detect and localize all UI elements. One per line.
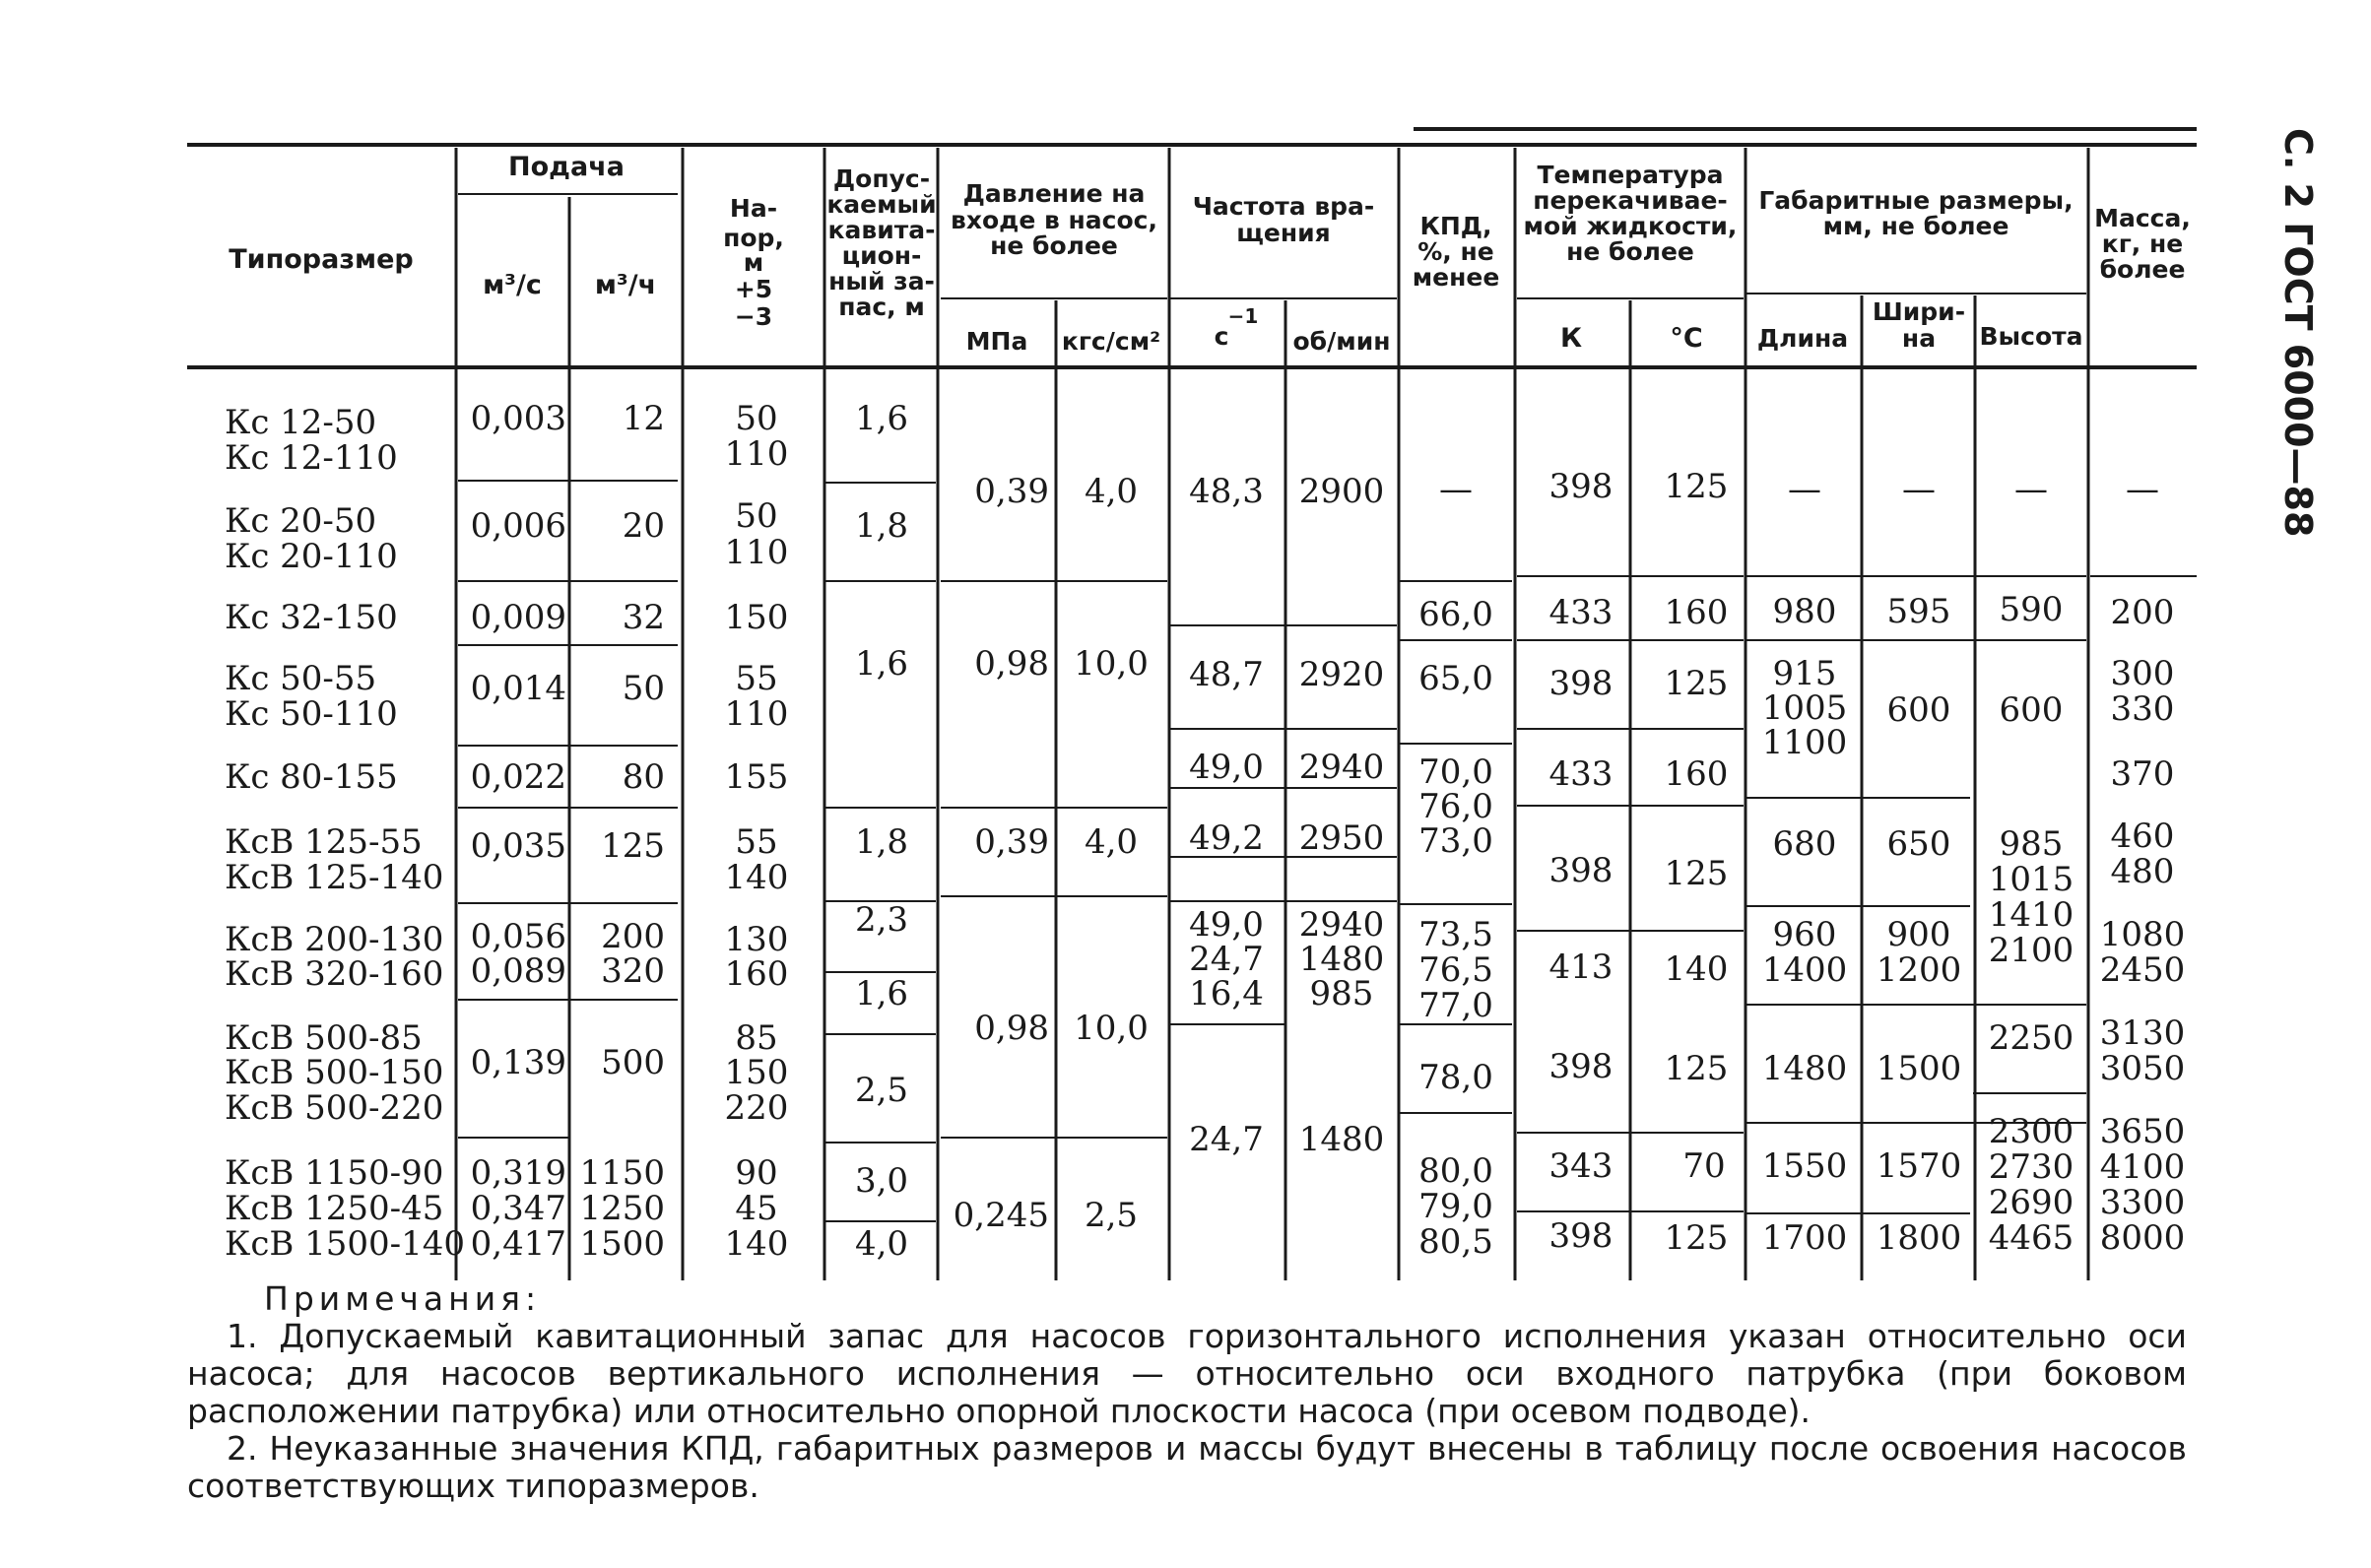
notes-section (187, 1280, 2187, 1505)
table-cell: 220 (724, 1088, 789, 1128)
table-cell: 80,5 (1418, 1222, 1493, 1262)
svg-text:мм, не более: мм, не более (1822, 212, 2009, 240)
table-cell: 3130 (2099, 1013, 2186, 1053)
table-cell: 2920 (1298, 655, 1385, 694)
table-cell: 2950 (1298, 818, 1385, 858)
table-cell: 1005 (1761, 688, 1848, 728)
header-cavitation (826, 164, 936, 321)
table-cell: 45 (735, 1189, 778, 1228)
table-cell: 600 (1999, 690, 2064, 730)
table-cell: Кс 50-55 (225, 659, 377, 698)
table-cell: 125 (1664, 1049, 1729, 1088)
header-height: Высота (1979, 322, 2083, 351)
table-cell: 1700 (1761, 1218, 1848, 1258)
svg-text:Частота вра-: Частота вра- (1192, 192, 1375, 221)
table-cell: 4,0 (1084, 472, 1139, 511)
table-cell: 110 (724, 694, 789, 734)
table-cell: — (1439, 470, 1473, 509)
table-cell: 110 (724, 533, 789, 572)
table-cell: 12 (622, 399, 665, 438)
table-cell: 1480 (1298, 940, 1385, 979)
table-cell: 150 (724, 598, 789, 637)
table-cell: 70,0 (1418, 752, 1493, 792)
table-cell: КсВ 200-130 (225, 920, 444, 959)
table-cell: 4,0 (1084, 822, 1139, 862)
header-pressure-mpa: МПа (965, 327, 1028, 356)
table-cell: 0,39 (974, 822, 1049, 862)
notes-title: Примечания: (264, 1279, 542, 1318)
table-cell: 398 (1548, 1047, 1614, 1086)
table-cell: 1100 (1761, 723, 1848, 762)
svg-text:КПД,: КПД, (1419, 212, 1492, 240)
table-cell: 65,0 (1418, 659, 1493, 698)
table-cell: 85 (735, 1018, 778, 1058)
svg-text:−3: −3 (734, 302, 773, 331)
table-cell: 80,0 (1418, 1151, 1493, 1191)
table-cell: 76,0 (1418, 787, 1493, 826)
table-cell: 0,39 (974, 472, 1049, 511)
table-cell: 4,0 (854, 1224, 909, 1264)
table-cell: 300 (2110, 654, 2175, 693)
table-cell: 1410 (1988, 895, 2075, 935)
table-cell: 1800 (1876, 1218, 1962, 1258)
table-cell: 985 (1999, 824, 2064, 864)
table-cell: 980 (1772, 592, 1837, 631)
table-cell: 1250 (579, 1189, 665, 1228)
table-cell: 0,003 (470, 399, 566, 438)
table-cell: 50 (622, 669, 665, 708)
header-width (1873, 297, 1965, 353)
table-cell: Кс 12-110 (225, 438, 398, 478)
svg-text:Допус-: Допус- (832, 164, 931, 193)
table-cell: 125 (1664, 854, 1729, 893)
table-cell: 433 (1548, 754, 1614, 794)
table-cell: 343 (1548, 1146, 1614, 1186)
table-cell: 590 (1999, 590, 2064, 629)
table-cell: 20 (622, 506, 665, 546)
svg-text:пор,: пор, (723, 224, 784, 252)
table-cell: 0,347 (470, 1189, 566, 1228)
table-cell: 78,0 (1418, 1058, 1493, 1097)
header-efficiency (1413, 212, 1500, 292)
table-cell: 200 (601, 917, 665, 956)
table-cell: 900 (1886, 915, 1951, 954)
header-feed-m3s: м³/с (483, 270, 542, 300)
column-width (1877, 470, 1962, 1258)
table-cell: 3300 (2099, 1183, 2186, 1222)
table-cell: КсВ 1250-45 (225, 1189, 444, 1228)
svg-text:+5: +5 (734, 275, 773, 303)
table-cell: 0,006 (470, 506, 566, 546)
svg-text:Температура: Температура (1537, 161, 1724, 189)
column-pressure-kgf (1074, 472, 1149, 1235)
table-cell: 0,022 (470, 757, 566, 797)
table-cell: КсВ 320-160 (225, 954, 444, 994)
svg-text:мой жидкости,: мой жидкости, (1523, 212, 1738, 240)
svg-text:щения: щения (1236, 219, 1331, 247)
table-cell: — (2126, 470, 2159, 509)
column-feed-m3s (471, 399, 566, 1264)
header-mass (2094, 204, 2191, 284)
table-cell: 10,0 (1074, 644, 1149, 684)
table-cell: КсВ 1500-140 (225, 1224, 466, 1264)
column-temp-k (1549, 467, 1614, 1256)
table-cell: 2,5 (854, 1071, 909, 1110)
table-cell: 2100 (1988, 931, 2075, 970)
table-cell: 80 (622, 757, 665, 797)
svg-text:Габаритные размеры,: Габаритные размеры, (1758, 186, 2074, 215)
table-cell: 595 (1886, 592, 1951, 631)
table-cell: 66,0 (1418, 595, 1493, 634)
header-rotation-s: с (1214, 322, 1229, 351)
table-cell: Кс 12-50 (225, 403, 377, 442)
table-cell: 110 (724, 434, 789, 474)
column-length (1762, 470, 1848, 1258)
table-cell: 0,245 (953, 1196, 1049, 1235)
table-cell: 960 (1772, 915, 1837, 954)
svg-text:Шири-: Шири- (1872, 297, 1966, 326)
table-cell: 140 (724, 858, 789, 897)
table-cell: 3050 (2099, 1049, 2186, 1088)
header-pressure (951, 179, 1157, 260)
column-height (1989, 470, 2075, 1258)
table-cell: 125 (1664, 467, 1729, 506)
table-cell: 2250 (1988, 1018, 2075, 1058)
header-feed: Подача (508, 152, 625, 182)
table-cell: 24,7 (1189, 1120, 1264, 1159)
svg-text:Давление на: Давление на (962, 179, 1146, 208)
table-cell: 1080 (2099, 915, 2186, 954)
column-temp-c (1665, 467, 1729, 1258)
table-cell: 8000 (2099, 1218, 2186, 1258)
table-cell: 0,009 (470, 598, 566, 637)
table-cell: 125 (1664, 1218, 1729, 1258)
table-cell: 140 (724, 1224, 789, 1264)
table-cell: 1,8 (854, 506, 909, 546)
table-cell: 200 (2110, 593, 2175, 632)
svg-text:%, не: %, не (1417, 237, 1494, 266)
table-cell: КсВ 500-150 (225, 1053, 444, 1092)
svg-text:входе в насос,: входе в насос, (951, 206, 1157, 234)
table-cell: 330 (2110, 689, 2175, 729)
table-cell: 1,6 (854, 974, 909, 1013)
table-cell: 320 (601, 951, 665, 991)
table-cell: 160 (724, 954, 789, 994)
table-cell: 160 (1664, 593, 1729, 632)
svg-text:На-: На- (729, 194, 778, 223)
table-cell: 24,7 (1189, 940, 1264, 979)
table-cell: 55 (735, 822, 778, 862)
table-cell: 2690 (1988, 1183, 2075, 1222)
table-cell: 2940 (1298, 748, 1385, 787)
table-cell: 32 (622, 598, 665, 637)
table-cell: 1570 (1876, 1146, 1962, 1186)
table-cell: 0,98 (974, 644, 1049, 684)
table-cell: 0,417 (470, 1224, 566, 1264)
table-cell: 1,6 (854, 644, 909, 684)
table-cell: 500 (601, 1043, 665, 1082)
table-cell: 0,139 (470, 1043, 566, 1082)
table-cell: 1,8 (854, 822, 909, 862)
table-cell: 985 (1309, 974, 1374, 1013)
table-cell: 1480 (1298, 1120, 1385, 1159)
header-head (723, 194, 784, 331)
header-feed-m3h: м³/ч (594, 270, 657, 300)
table-cell: 370 (2110, 754, 2175, 794)
table-cell: 0,014 (470, 669, 566, 708)
table-cell: 1015 (1988, 860, 2075, 899)
column-mass (2100, 470, 2186, 1258)
svg-text:цион-: цион- (841, 241, 922, 270)
header-pressure-kgf: кгс/см² (1061, 327, 1161, 356)
column-pressure-mpa (954, 472, 1049, 1235)
table-cell: 4465 (1988, 1218, 2075, 1258)
table-cell: КсВ 125-55 (225, 822, 423, 862)
table-cell: Кс 80-155 (225, 757, 398, 797)
table-cell: 70 (1682, 1146, 1726, 1186)
svg-text:кавита-: кавита- (827, 216, 936, 244)
table-cell: 49,2 (1189, 818, 1264, 858)
table-cell: Кс 50-110 (225, 694, 398, 734)
column-typesize (225, 403, 465, 1264)
table-cell: — (1788, 470, 1821, 509)
svg-text:каемый: каемый (826, 190, 937, 219)
table-cell: 680 (1772, 824, 1837, 864)
table-cell: КсВ 500-85 (225, 1018, 423, 1058)
svg-text:Масса,: Масса, (2094, 204, 2191, 232)
table-cell: 413 (1548, 947, 1614, 987)
note-item-1: 1. Допускаемый кавитационный запас для насосов горизонтального исполнения указан относительно оси насоса; для насосов вертикального исполнения — относительно оси входного патрубка (при боковом расположении патрубка) или относительно опорной плоскости насоса (при осевом подводе). (187, 1317, 2187, 1430)
table-cell: 2900 (1298, 472, 1385, 511)
table-cell: 73,5 (1418, 915, 1493, 954)
table-cell: 79,0 (1418, 1187, 1493, 1226)
column-efficiency (1418, 470, 1493, 1262)
table-cell: 55 (735, 659, 778, 698)
svg-text:ный за-: ный за- (828, 267, 935, 295)
svg-text:перекачивае-: перекачивае- (1533, 186, 1728, 215)
column-cavitation (855, 399, 908, 1264)
header-temp-c: °С (1670, 323, 1703, 354)
table-cell: 73,0 (1418, 821, 1493, 861)
header-temperature (1524, 161, 1738, 266)
table-cell: 1,6 (854, 399, 909, 438)
column-rotation-rpm (1299, 472, 1385, 1159)
table-cell: 90 (735, 1153, 778, 1193)
table-cell: 1480 (1761, 1049, 1848, 1088)
table-cell: 125 (601, 826, 665, 866)
table-cell: 3,0 (854, 1161, 909, 1201)
table-cell: — (2014, 470, 2048, 509)
table-cell: 77,0 (1418, 986, 1493, 1025)
table-cell: Кс 32-150 (225, 598, 398, 637)
table-cell: КсВ 500-220 (225, 1088, 444, 1128)
svg-text:кг, не: кг, не (2101, 229, 2184, 258)
table-cell: 130 (724, 920, 789, 959)
table-cell: 4100 (2099, 1147, 2186, 1187)
table-cell: 125 (1664, 664, 1729, 703)
table-cell: 49,0 (1189, 905, 1264, 945)
table-cell: 48,3 (1189, 472, 1264, 511)
table-cell: Кс 20-110 (225, 537, 398, 576)
table-cell: 2730 (1988, 1147, 2075, 1187)
table-cell: 915 (1772, 654, 1837, 693)
svg-text:м: м (743, 248, 764, 277)
header-length: Длина (1756, 324, 1849, 353)
table-cell: КсВ 1150-90 (225, 1153, 444, 1193)
table-cell: 48,7 (1189, 655, 1264, 694)
svg-text:не более: не более (1566, 237, 1694, 266)
column-rotation-s (1189, 472, 1264, 1159)
table-cell: 3650 (2099, 1112, 2186, 1151)
table-cell: 160 (1664, 754, 1729, 794)
table-cell: 0,035 (470, 826, 566, 866)
table-cell: 10,0 (1074, 1009, 1149, 1048)
note-item-2: 2. Неуказанные значения КПД, габаритных размеров и массы будут внесены в таблицу после освоения насосов соответствующих типоразмеров. (187, 1429, 2187, 1505)
table-cell: 398 (1548, 851, 1614, 890)
table-cell: 0,056 (470, 917, 566, 956)
svg-text:более: более (2099, 255, 2186, 284)
header-rotation-rpm: об/мин (1292, 327, 1391, 356)
header-rotation (1193, 192, 1375, 247)
table-cell: 433 (1548, 593, 1614, 632)
header-dimensions (1758, 186, 2073, 240)
table-cell: 2,3 (854, 900, 909, 940)
table-cell: 1400 (1761, 950, 1848, 990)
table-cell: 50 (735, 399, 778, 438)
table-cell: КсВ 125-140 (225, 858, 444, 897)
table-cell: 16,4 (1189, 974, 1264, 1013)
column-feed-m3h (579, 399, 665, 1264)
svg-text:на: на (1901, 324, 1937, 353)
table-cell: 460 (2110, 817, 2175, 856)
table-cell: 49,0 (1189, 748, 1264, 787)
table-cell: 140 (1664, 949, 1729, 989)
header-rotation-s-exponent: −1 (1227, 304, 1259, 328)
table-cell: 50 (735, 496, 778, 536)
table-header (229, 152, 2191, 356)
table-cell: 398 (1548, 1216, 1614, 1256)
table-cell: 150 (724, 1053, 789, 1092)
svg-text:менее: менее (1412, 263, 1500, 292)
table-cell: 1500 (579, 1224, 665, 1264)
table-cell: 155 (724, 757, 789, 797)
table-cell: 0,319 (470, 1153, 566, 1193)
table-cell: 1500 (1876, 1049, 1962, 1088)
table-cell: 1200 (1876, 950, 1962, 990)
header-temp-k: К (1559, 323, 1583, 354)
table-cell: 1150 (579, 1153, 665, 1193)
table-cell: 2450 (2099, 950, 2186, 990)
table-cell: 600 (1886, 690, 1951, 730)
table-cell: 398 (1548, 467, 1614, 506)
table-cell: 480 (2110, 852, 2175, 891)
column-head (725, 399, 789, 1264)
side-header: С. 2 ГОСТ 6000—88 (2276, 128, 2320, 538)
header-typesize: Типоразмер (229, 244, 414, 275)
table-cell: — (1902, 470, 1936, 509)
svg-text:пас, м: пас, м (838, 293, 925, 321)
table-cell: 76,5 (1418, 950, 1493, 990)
svg-text:не более: не более (990, 231, 1118, 260)
table-cell: 398 (1548, 664, 1614, 703)
table-cell: Кс 20-50 (225, 501, 377, 541)
table-cell: 2300 (1988, 1112, 2075, 1151)
table-cell: 0,98 (974, 1009, 1049, 1048)
table-cell: 0,089 (470, 951, 566, 991)
table-cell: 650 (1886, 824, 1951, 864)
table-cell: 2,5 (1084, 1196, 1139, 1235)
table-cell: 1550 (1761, 1146, 1848, 1186)
table-cell: 2940 (1298, 905, 1385, 945)
